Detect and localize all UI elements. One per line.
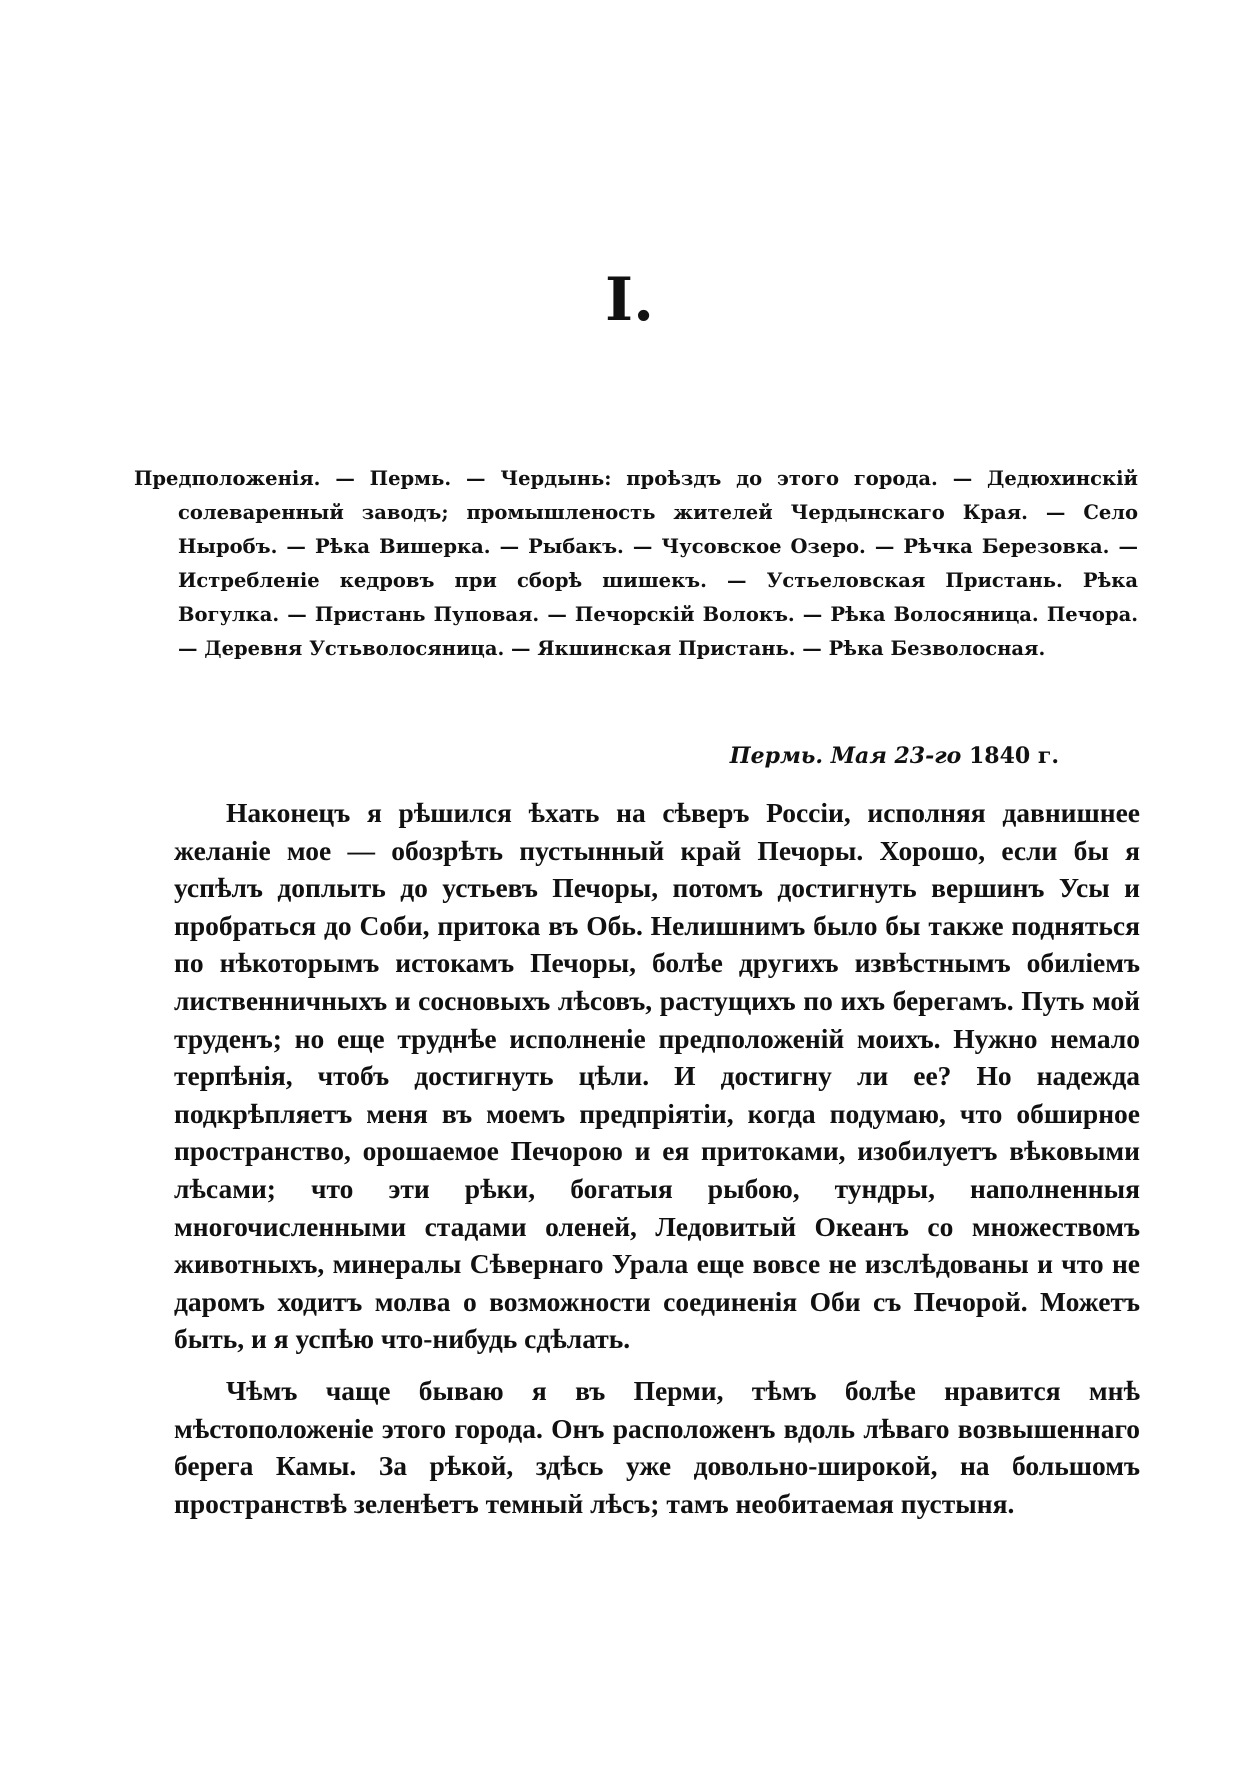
dateline-day-text: 23-го — [894, 743, 962, 769]
paragraph: Наконецъ я рѣшился ѣхать на сѣверъ Россіи, исполняя давнишнее желаніе мое — обозрѣть пустынный край Печоры. Хорошо, если бы я успѣлъ доплыть до устьевъ Печоры, потомъ достигнуть вершинъ Усы и пробраться до Соби, притока въ Обь. Нелишнимъ было бы также подняться по нѣкоторымъ истокамъ Печоры, болѣе другихъ извѣстнымъ обиліемъ лиственничныхъ и сосновыхъ лѣсовъ, растущихъ по ихъ берегамъ. Путь мой труденъ; но еще труднѣе исполненіе предположеній моихъ. Нужно немало терпѣнія, чтобъ достигнуть цѣли. И достигну ли ее? Но надежда подкрѣпляетъ меня въ моемъ предпріятіи, когда подумаю, что обширное пространство, орошаемое Печорою и ея притоками, изобилуетъ вѣковыми лѣсами; что эти рѣки, богатыя рыбою, тундры, наполненныя многочисленными стадами оленей, Ледовитый Океанъ со множествомъ животныхъ, минералы Сѣвернаго Урала еще вовсе не изслѣдованы и что не даромъ ходитъ молва о возможности соединенія Оби съ Печорой. Можетъ быть, и я успѣю что-нибудь сдѣлать. — [174, 797, 1140, 1355]
chapter-summary: Предположенія. — Пермь. — Чердынь: проѣздъ до этого города. — Дедюхинскій солеваренный заводъ; промышленость жителей Чердынскаго Края. — Село Ныробъ. — Рѣка Вишерка. — Рыбакъ. — Чусовское Озеро. — Рѣчка Березовка. — Истребленіе кедровъ при сборѣ шишекъ. — Устьеловская Пристань. Рѣка Вогулка. — Пристань Пуповая. — Печорскій Волокъ. — Рѣка Волосяница. Печора. — Деревня Устьволосяница. — Якшинская Пристань. — Рѣка Безволосная. — [134, 467, 1138, 660]
dateline — [730, 741, 1059, 771]
chapter-number: I. — [605, 265, 654, 335]
dateline-year: 1840 г. — [968, 743, 1059, 769]
body-text — [174, 794, 1140, 1522]
dateline-day — [895, 743, 962, 769]
paragraph: Чѣмъ чаще бываю я въ Перми, тѣмъ болѣе нравится мнѣ мѣстоположеніе этого города. Онъ расположенъ вдоль лѣваго возвышеннаго берега Камы. За рѣкой, здѣсь уже довольно-широкой, на большомъ пространствѣ зеленѣетъ темный лѣсъ; тамъ необитаемая пустыня. — [174, 1374, 1140, 1519]
dateline-place-month: Пермь. Мая — [729, 743, 887, 769]
